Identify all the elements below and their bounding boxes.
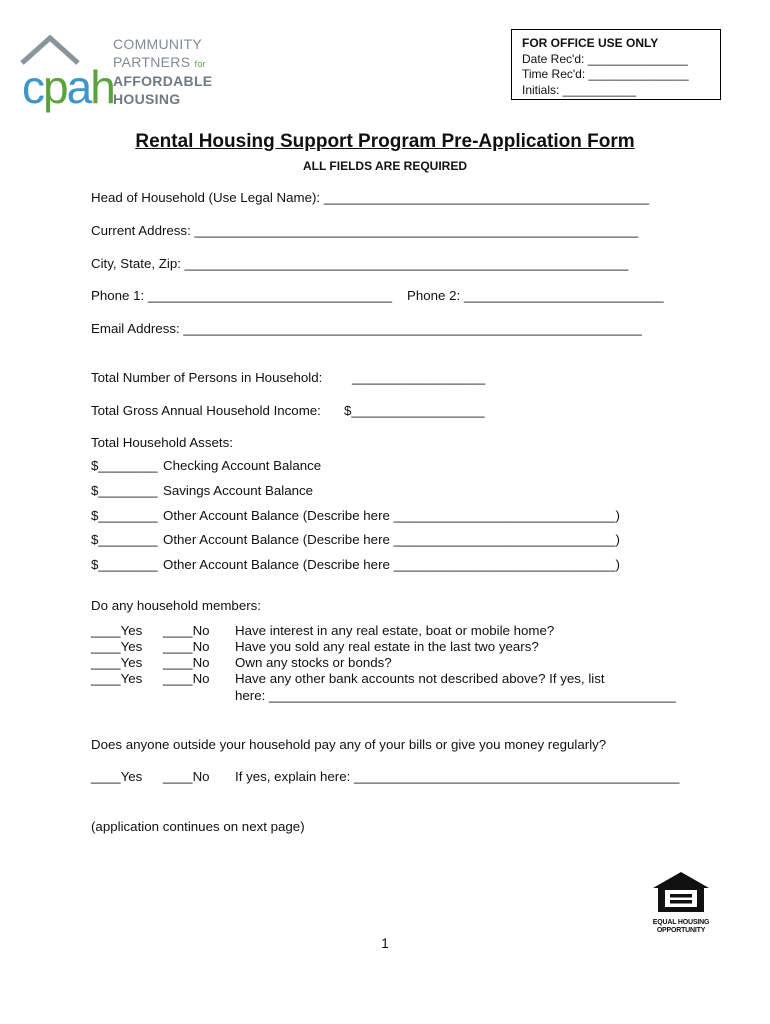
question-yes[interactable]: ____Yes (91, 623, 143, 638)
current-address-field[interactable]: Current Address: ____________________________________________________________ (91, 223, 639, 238)
asset-label: Checking Account Balance (163, 458, 322, 473)
eho-line-2: OPPORTUNITY (656, 927, 706, 934)
question-text: Have you sold any real estate in the last two years? (235, 639, 539, 654)
income-input[interactable]: $__________________ (344, 403, 485, 418)
outside-question: Does anyone outside your household pay any of your bills or give you money regularly? (91, 737, 607, 752)
question-text: Have any other bank accounts not described above? If yes, list (235, 671, 605, 686)
phone1-field[interactable]: Phone 1: _________________________________ (91, 288, 392, 303)
svg-text:cpah: cpah (22, 61, 114, 113)
question-no[interactable]: ____No (163, 671, 210, 686)
outside-yes[interactable]: ____Yes (91, 769, 143, 784)
page-number: 1 (381, 935, 389, 951)
form-subtitle: ALL FIELDS ARE REQUIRED (302, 159, 467, 173)
question-yes[interactable]: ____Yes (91, 639, 143, 654)
persons-input[interactable]: __________________ (352, 370, 486, 385)
date-received-field[interactable]: Date Rec'd: _______________ (522, 51, 688, 66)
income-label: Total Gross Annual Household Income: (91, 403, 321, 418)
asset-blank[interactable]: $________ (91, 508, 158, 523)
question-no[interactable]: ____No (163, 623, 210, 638)
asset-blank[interactable]: $________ (91, 557, 158, 572)
logo-line-2: PARTNERS (113, 53, 191, 70)
office-heading: FOR OFFICE USE ONLY (522, 36, 659, 50)
list-accounts-field[interactable]: here: _______________________________________________________ (235, 688, 676, 703)
logo-line-1: COMMUNITY (113, 36, 203, 52)
outside-explain-field[interactable]: If yes, explain here: ____________________________________________ (235, 769, 680, 784)
time-received-field[interactable]: Time Rec'd: _______________ (522, 67, 689, 81)
members-heading: Do any household members: (91, 598, 261, 613)
initials-field[interactable]: Initials: ___________ (522, 82, 637, 97)
outside-no[interactable]: ____No (163, 769, 210, 784)
logo-line-4: HOUSING (113, 90, 181, 107)
eho-line-1: EQUAL HOUSING (652, 919, 710, 926)
city-state-zip-field[interactable]: City, State, Zip: ____________________________________________________________ (91, 256, 629, 271)
continues-note: (application continues on next page) (91, 819, 305, 834)
question-text: Have interest in any real estate, boat or mobile home? (235, 623, 555, 638)
logo-wordmark (113, 36, 212, 108)
asset-label: Savings Account Balance (163, 483, 314, 498)
asset-blank[interactable]: $________ (91, 532, 158, 547)
asset-label[interactable]: Other Account Balance (Describe here ______________________________) (163, 508, 620, 523)
form-title: Rental Housing Support Program Pre-Application Form (135, 131, 635, 152)
asset-blank[interactable]: $________ (91, 483, 158, 498)
logo-line-3: AFFORDABLE (113, 73, 213, 89)
equal-housing-logo (651, 870, 711, 932)
question-yes[interactable]: ____Yes (91, 671, 143, 686)
asset-label[interactable]: Other Account Balance (Describe here ______________________________) (163, 557, 620, 572)
house-roof-icon (20, 33, 115, 123)
assets-heading: Total Household Assets: (91, 435, 233, 450)
email-field[interactable]: Email Address: ______________________________________________________________ (91, 321, 642, 336)
persons-label: Total Number of Persons in Household: (91, 370, 323, 385)
question-text: Own any stocks or bonds? (235, 655, 392, 670)
head-of-household-field[interactable]: Head of Household (Use Legal Name): ____________________________________________ (91, 190, 650, 205)
question-no[interactable]: ____No (163, 639, 210, 654)
asset-label[interactable]: Other Account Balance (Describe here ______________________________) (163, 532, 620, 547)
question-yes[interactable]: ____Yes (91, 655, 143, 670)
logo-for: for (194, 58, 206, 69)
office-use-box (511, 29, 721, 100)
asset-blank[interactable]: $________ (91, 458, 158, 473)
equal-housing-icon (651, 870, 711, 914)
phone2-field[interactable]: Phone 2: ___________________________ (407, 288, 664, 303)
question-no[interactable]: ____No (163, 655, 210, 670)
